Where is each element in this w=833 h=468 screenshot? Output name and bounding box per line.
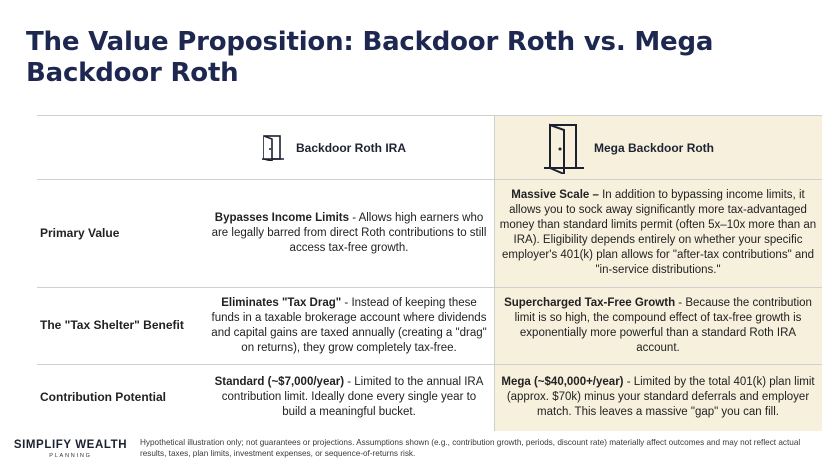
cell-heading: Supercharged Tax-Free Growth — [504, 296, 676, 309]
cell-heading: Bypasses Income Limits — [214, 211, 349, 224]
brand-logo — [13, 439, 128, 459]
open-door-icon — [542, 122, 586, 174]
cell-text: - Because the contribution limit is so high, the compound effect of tax-free growth is exponentially more powerful than a standard Roth IRA account. — [514, 296, 812, 354]
door-icon — [262, 135, 286, 161]
table-cell — [209, 287, 489, 364]
column-header-backdoor — [262, 131, 406, 165]
divider — [37, 115, 822, 116]
cell-text: In addition to bypassing income limits, it allows you to sock away significantly more tax-advantaged money than standard limits permit (often 5x–10x more than an IRA). Eligibility depends entirely on whether your specific employer's 401(k) plan allows for "after-tax contributions" and "in-service distributions." — [499, 189, 817, 276]
table-cell — [499, 287, 817, 364]
cell-text: - Limited by the total 401(k) plan limit (approx. $70k) minus your standard deferrals and employer match. This leaves a massive "gap" you can fill. — [506, 376, 815, 418]
disclaimer: Hypothetical illustration only; not guarantees or projections. Assumptions shown (e.g., contribution growth, periods, discount rate) materially affect outcomes and may not reflect actual results, taxes, plan limits, investment expenses, or sequence-of-returns risk. — [140, 438, 801, 458]
table-cell — [499, 364, 817, 431]
cell-text: - Limited to the annual IRA contribution limit. Ideally done every single year to build a meaningful bucket. — [221, 376, 484, 418]
table-cell — [209, 179, 489, 287]
row-label: Contribution Potential — [40, 390, 166, 404]
cell-heading: Eliminates "Tax Drag" — [221, 296, 342, 309]
row-label: Primary Value — [40, 225, 120, 240]
divider — [494, 115, 495, 431]
cell-heading: Mega (~$40,000+/year) — [501, 376, 624, 388]
logo-text: SIMPLIFY WEALTH — [13, 439, 128, 451]
column-label: Backdoor Roth IRA — [296, 141, 407, 155]
cell-heading: Massive Scale – — [511, 189, 599, 201]
table-cell — [209, 364, 489, 431]
column-label: Mega Backdoor Roth — [594, 141, 715, 155]
logo-subtext: PLANNING — [49, 453, 92, 459]
cell-text: - Allows high earners who are legally barred from direct Roth contributions to still access tax-free growth. — [211, 211, 487, 254]
cell-text: - Instead of keeping these funds in a taxable brokerage account where dividends and capital gains are taxed annually (creating a "drag" on returns), they grow completely tax-free. — [211, 296, 487, 354]
table-cell — [499, 179, 817, 287]
page-title: The Value Proposition: Backdoor Roth vs. Mega Backdoor Roth — [26, 27, 714, 88]
comparison-table — [37, 115, 822, 431]
row-label: The "Tax Shelter" Benefit — [40, 318, 184, 332]
column-header-mega — [542, 120, 714, 176]
cell-heading: Standard (~$7,000/year) — [214, 376, 345, 388]
